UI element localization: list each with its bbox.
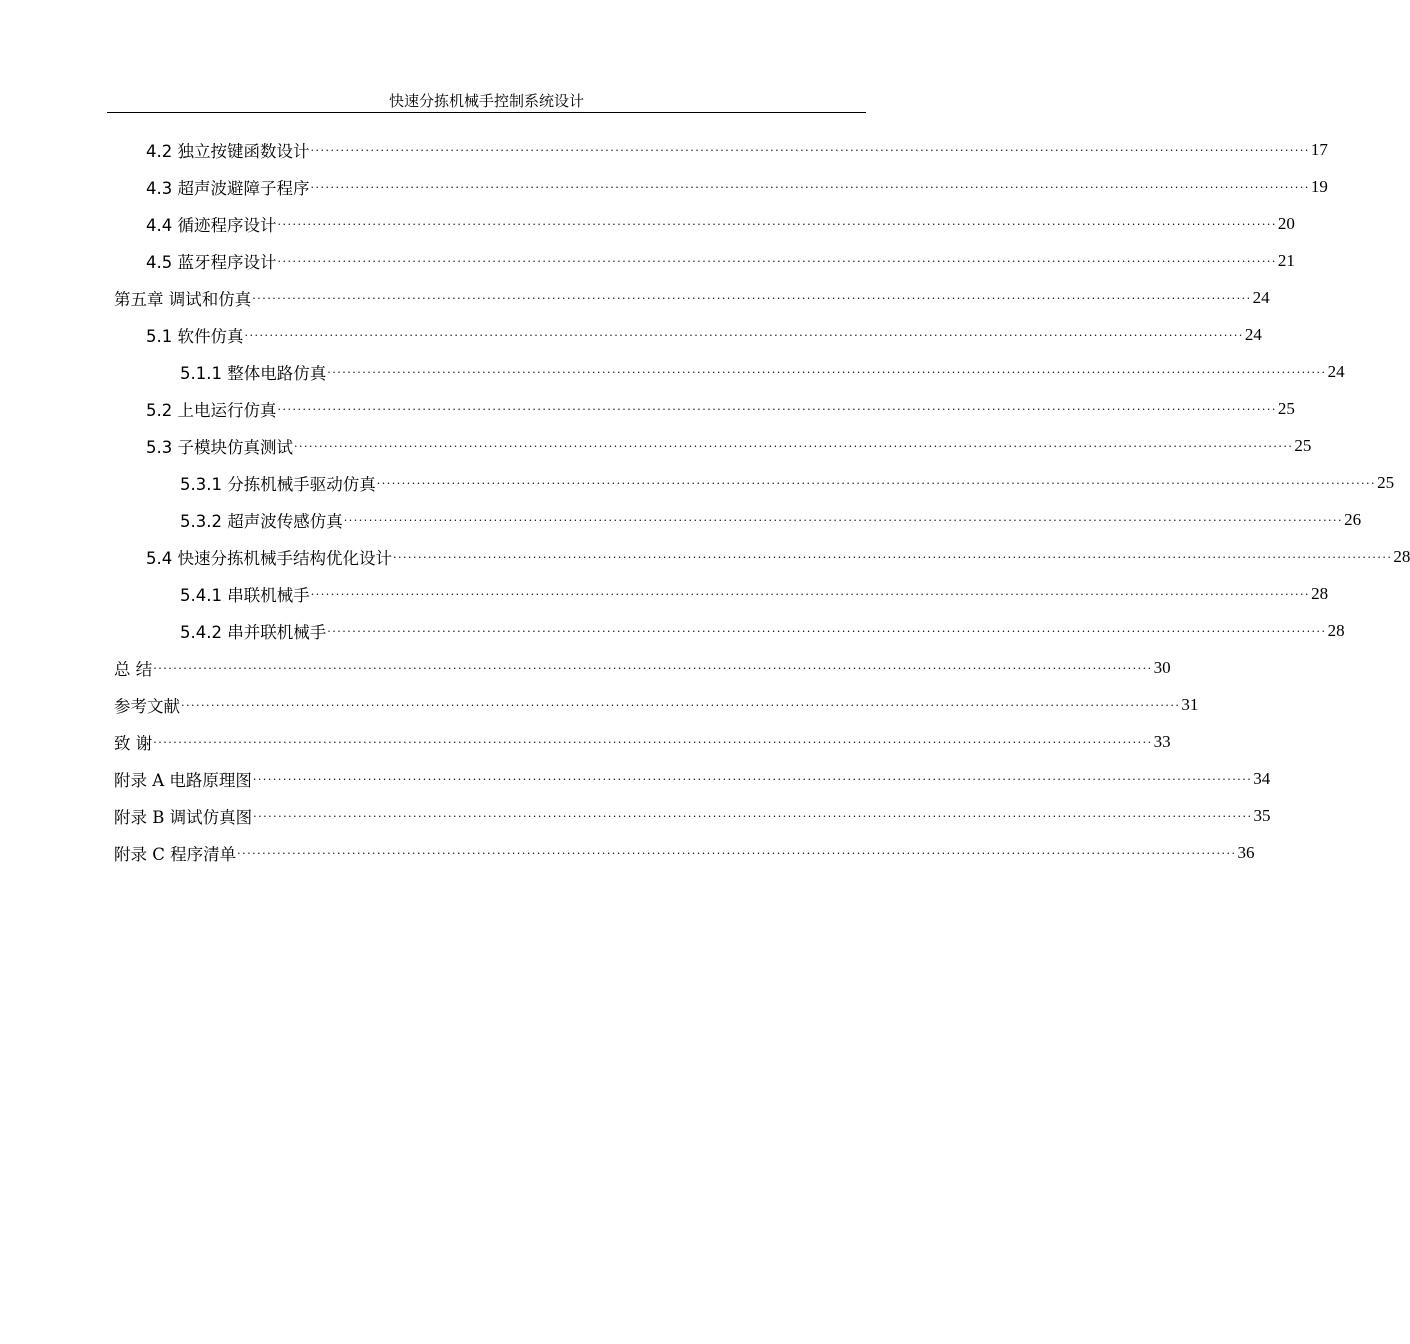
toc-dot-leader: ········································································································································································································ [327, 625, 1327, 638]
toc-entry-page-number: 28 [1327, 620, 1345, 640]
toc-entry-title: 致 谢 [114, 733, 153, 753]
toc-entry[interactable] [114, 797, 1271, 834]
toc-entry-page-number: 20 [1277, 213, 1295, 233]
toc-entry-title: 5.4.1 串联机械手 [180, 585, 310, 605]
toc-entry-page-number: 24 [1244, 324, 1262, 344]
toc-entry[interactable] [180, 353, 1345, 390]
toc-entry-title: 5.1.1 整体电路仿真 [180, 363, 327, 383]
toc-entry[interactable] [146, 390, 1295, 427]
toc-dot-leader: ········································································································································································································ [153, 662, 1153, 675]
toc-entry-page-number: 26 [1344, 509, 1362, 529]
toc-entry[interactable] [114, 834, 1255, 871]
toc-dot-leader: ········································································································································································································ [252, 773, 1253, 786]
toc-dot-leader: ········································································································································································································ [277, 403, 1277, 416]
toc-entry[interactable] [114, 760, 1271, 797]
toc-entry-page-number: 28 [1393, 546, 1410, 566]
toc-entry-title: 总 结 [114, 659, 153, 679]
toc-entry[interactable] [146, 205, 1295, 242]
toc-entry-page-number: 25 [1377, 472, 1395, 492]
toc-entry[interactable] [180, 464, 1395, 501]
toc-entry-page-number: 21 [1277, 250, 1295, 270]
toc-entry-title: 4.5 蓝牙程序设计 [146, 252, 277, 272]
toc-entry-title: 4.3 超声波避障子程序 [146, 178, 310, 198]
toc-entry-page-number: 28 [1311, 583, 1329, 603]
toc-entry[interactable] [180, 575, 1329, 612]
toc-entry-page-number: 36 [1237, 842, 1255, 862]
toc-dot-leader: ········································································································································································································ [376, 477, 1377, 490]
toc-entry[interactable] [114, 279, 1270, 316]
toc-entry-title: 5.2 上电运行仿真 [146, 400, 277, 420]
toc-entry-title: 5.4 快速分拣机械手结构优化设计 [146, 548, 392, 568]
toc-dot-leader: ········································································································································································································ [343, 514, 1344, 527]
toc-entry[interactable] [146, 168, 1328, 205]
toc-entry-title: 5.3.1 分拣机械手驱动仿真 [180, 474, 376, 494]
toc-dot-leader: ········································································································································································································ [277, 255, 1277, 268]
toc-dot-leader: ········································································································································································································ [244, 329, 1244, 342]
toc-dot-leader: ········································································································································································································ [252, 292, 1252, 305]
toc-entry-title: 4.2 独立按键函数设计 [146, 141, 310, 161]
toc-entry-page-number: 19 [1310, 176, 1328, 196]
toc-entry[interactable] [180, 612, 1345, 649]
toc-dot-leader: ········································································································································································································ [294, 440, 1294, 453]
toc-entry-title: 5.3 子模块仿真测试 [146, 437, 293, 457]
toc-entry-title: 附录 A 电路原理图 [114, 770, 252, 790]
toc-entry[interactable] [180, 501, 1362, 538]
toc-dot-leader: ········································································································································································································ [253, 810, 1253, 823]
header-divider [107, 112, 866, 113]
toc-entry-title: 附录 B 调试仿真图 [114, 807, 253, 827]
toc-entry-page-number: 35 [1253, 805, 1271, 825]
toc-dot-leader: ········································································································································································································ [277, 218, 1277, 231]
toc-dot-leader: ········································································································································································································ [327, 366, 1327, 379]
toc-entry[interactable] [114, 723, 1171, 760]
toc-entry-page-number: 25 [1277, 398, 1295, 418]
toc-entry-page-number: 31 [1181, 694, 1199, 714]
toc-entry-title: 参考文献 [114, 696, 180, 716]
toc-entry-page-number: 30 [1153, 657, 1171, 677]
toc-entry[interactable] [146, 242, 1295, 279]
toc-entry-page-number: 33 [1153, 731, 1171, 751]
toc-entry[interactable] [146, 427, 1312, 464]
toc-entry[interactable] [146, 131, 1328, 168]
toc-entry-page-number: 17 [1310, 139, 1328, 159]
toc-entry-page-number: 25 [1294, 435, 1312, 455]
toc-dot-leader: ········································································································································································································ [237, 847, 1237, 860]
toc-entry-title: 5.1 软件仿真 [146, 326, 244, 346]
toc-dot-leader: ········································································································································································································ [181, 699, 1181, 712]
toc-dot-leader: ········································································································································································································ [310, 144, 1310, 157]
toc-entry[interactable] [146, 316, 1262, 353]
toc-entry-page-number: 24 [1327, 361, 1345, 381]
toc-entry-page-number: 34 [1253, 768, 1271, 788]
toc-entry-page-number: 24 [1252, 287, 1270, 307]
toc-entry[interactable] [146, 538, 1410, 575]
toc-entry-title: 5.3.2 超声波传感仿真 [180, 511, 343, 531]
toc-entry[interactable] [114, 649, 1171, 686]
toc-dot-leader: ········································································································································································································ [310, 181, 1310, 194]
page-header-title: 快速分拣机械手控制系统设计 [388, 92, 584, 110]
toc-dot-leader: ········································································································································································································ [310, 588, 1311, 601]
toc-entry-title: 附录 C 程序清单 [114, 844, 237, 864]
toc-dot-leader: ········································································································································································································ [393, 551, 1393, 564]
toc-dot-leader: ········································································································································································································ [153, 736, 1153, 749]
toc-entry-title: 4.4 循迹程序设计 [146, 215, 277, 235]
toc-entry-title: 第五章 调试和仿真 [114, 289, 252, 309]
toc-entry-title: 5.4.2 串并联机械手 [180, 622, 327, 642]
toc-entry[interactable] [114, 686, 1199, 723]
